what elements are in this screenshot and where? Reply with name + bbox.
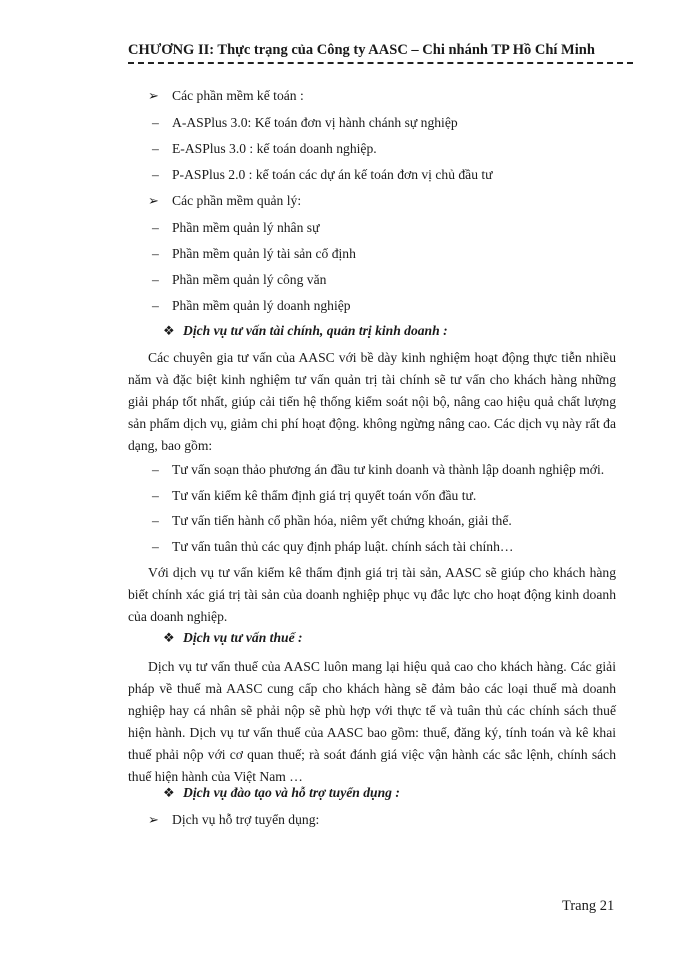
paragraph-finance-intro: Các chuyên gia tư vấn của AASC với bề dày kinh nghiệm hoạt động thực tiễn nhiều năm và đặc biệt kinh nghiệm tư vấn quản trị tài chính sẽ tư vấn cho khách hàng những giải pháp tốt nhất, giúp cải tiến hệ thống kiểm soát nội bộ, nâng cao hiệu quả chất lượng sản phẩm dịch vụ, giảm chi phí hoạt động. không ngừng nâng cao. Các dịch vụ này rất đa dạng, bao gồm:: [128, 350, 616, 453]
dash-bullet-icon: –: [152, 298, 159, 313]
list-item-text: Phần mềm quản lý công văn: [172, 272, 327, 287]
arrow-bullet-icon: ➢: [148, 88, 159, 103]
bullet-management-software: [148, 191, 301, 211]
list-item-text: Phần mềm quản lý tài sản cố định: [172, 246, 356, 261]
dash-bullet-icon: –: [152, 513, 159, 528]
diamond-bullet-icon: ❖: [163, 630, 175, 645]
list-item: [152, 296, 351, 316]
paragraph-finance-closing: Với dịch vụ tư vấn kiểm kê thẩm định giá trị tài sản, AASC sẽ giúp cho khách hàng biết chính xác giá trị tài sản của doanh nghiệp phục vụ đắc lực cho hoạt động kinh doanh của doanh nghiệp.: [128, 565, 616, 624]
list-item-text: E-ASPlus 3.0 : kế toán doanh nghiệp.: [172, 141, 377, 156]
paragraph-tax: Dịch vụ tư vấn thuế của AASC luôn mang lại hiệu quả cao cho khách hàng. Các giải pháp về thuế mà AASC cung cấp cho khách hàng sẽ đảm bảo các loại thuế mà doanh nghiệp hay cá nhân sẽ phải nộp sẽ phù hợp với thực tế và tuân thủ các chính sách thuế hiện hành. Dịch vụ tư vấn thuế của AASC bao gồm: thuế, đăng ký, tính toán và kê khai thuế phải nộp với cơ quan thuế; rà soát đánh giá việc vận hành các sắc lệnh, chính sách thuế hiện hành của Việt Nam …: [128, 659, 616, 784]
list-item: [152, 460, 604, 480]
list-item: [152, 113, 458, 133]
section-label: Các phần mềm quản lý:: [172, 193, 302, 208]
dash-bullet-icon: –: [152, 167, 159, 182]
bullet-recruitment-support: [148, 810, 319, 830]
heading-tax-consulting: [163, 628, 303, 648]
list-item: [152, 244, 356, 264]
page-number: Trang 21: [562, 898, 615, 914]
dash-bullet-icon: –: [152, 220, 159, 235]
list-item-text: Tư vấn soạn thảo phương án đầu tư kinh doanh và thành lập doanh nghiệp mới.: [172, 462, 605, 477]
list-item: [152, 511, 512, 531]
list-item: [152, 139, 377, 159]
heading-finance-consulting: [163, 321, 448, 341]
dash-bullet-icon: –: [152, 488, 159, 503]
dash-bullet-icon: –: [152, 115, 159, 130]
list-item-text: A-ASPlus 3.0: Kế toán đơn vị hành chánh sự nghiệp: [172, 115, 458, 130]
dash-bullet-icon: –: [152, 539, 159, 554]
arrow-bullet-icon: ➢: [148, 812, 159, 827]
heading-training-recruitment: [163, 783, 400, 803]
list-item-text: Phần mềm quản lý nhân sự: [172, 220, 320, 235]
list-item: [152, 270, 326, 290]
list-item-text: Dịch vụ hỗ trợ tuyển dụng:: [172, 812, 320, 827]
list-item: [152, 537, 513, 557]
diamond-bullet-icon: ❖: [163, 785, 175, 800]
section-heading: Dịch vụ tư vấn thuế :: [183, 630, 303, 645]
list-item-text: Tư vấn tuân thủ các quy định pháp luật. chính sách tài chính…: [172, 539, 514, 554]
dash-bullet-icon: –: [152, 272, 159, 287]
list-item-text: Tư vấn kiểm kê thẩm định giá trị quyết toán vốn đầu tư.: [172, 488, 477, 503]
section-heading: Dịch vụ đào tạo và hỗ trợ tuyển dụng :: [183, 785, 400, 800]
list-item: [152, 218, 319, 238]
list-item-text: P-ASPlus 2.0 : kế toán các dự án kế toán đơn vị chủ đầu tư: [172, 167, 493, 182]
page-header-title: CHƯƠNG II: Thực trạng của Công ty AASC – Chi nhánh TP Hồ Chí Minh: [128, 42, 595, 58]
diamond-bullet-icon: ❖: [163, 323, 175, 338]
dash-bullet-icon: –: [152, 141, 159, 156]
header-divider: [128, 62, 633, 64]
dash-bullet-icon: –: [152, 462, 159, 477]
list-item-text: Phần mềm quản lý doanh nghiệp: [172, 298, 351, 313]
dash-bullet-icon: –: [152, 246, 159, 261]
list-item: [152, 165, 493, 185]
section-heading: Dịch vụ tư vấn tài chính, quản trị kinh doanh :: [183, 323, 448, 338]
bullet-accounting-software: [148, 86, 304, 106]
section-label: Các phần mềm kế toán :: [172, 88, 304, 103]
list-item-text: Tư vấn tiến hành cổ phần hóa, niêm yết chứng khoán, giải thể.: [172, 513, 512, 528]
list-item: [152, 486, 476, 506]
arrow-bullet-icon: ➢: [148, 193, 159, 208]
